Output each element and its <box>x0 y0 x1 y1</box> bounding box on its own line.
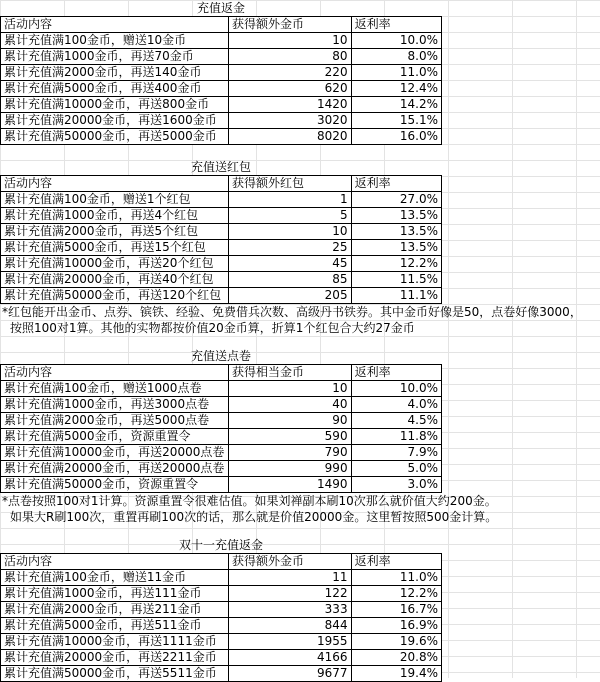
activity-cell[interactable]: 累计充值满10000金币，再送20000点卷 <box>1 445 229 461</box>
activity-cell[interactable]: 累计充值满50000金币，再送5000金币 <box>1 129 229 145</box>
table-row <box>1 429 442 445</box>
recharge-gold-rebate-table <box>0 16 442 145</box>
table-row <box>1 65 442 81</box>
header-row <box>1 365 442 381</box>
header-row <box>1 176 442 192</box>
amount-cell[interactable]: 1 <box>229 192 352 208</box>
section-title[interactable]: 充值返金 <box>196 1 245 15</box>
column-header-cell[interactable]: 活动内容 <box>1 17 229 33</box>
rate-cell[interactable]: 11.8% <box>351 429 441 445</box>
activity-cell[interactable]: 累计充值满5000金币，再送15个红包 <box>1 240 229 256</box>
rate-cell[interactable]: 19.6% <box>351 634 441 650</box>
table-row <box>1 49 442 65</box>
rate-cell[interactable]: 14.2% <box>351 97 441 113</box>
rate-cell[interactable]: 5.0% <box>351 461 441 477</box>
table-row <box>1 634 442 650</box>
activity-cell[interactable]: 累计充值满20000金币，再送40个红包 <box>1 272 229 288</box>
amount-cell[interactable]: 5 <box>229 208 352 224</box>
rate-cell[interactable]: 10.0% <box>351 381 441 397</box>
amount-cell[interactable]: 205 <box>229 288 352 304</box>
activity-cell[interactable]: 累计充值满20000金币，再送20000点卷 <box>1 461 229 477</box>
activity-cell[interactable]: 累计充值满20000金币，再送2211金币 <box>1 650 229 666</box>
rate-cell[interactable]: 27.0% <box>351 192 441 208</box>
column-header-cell[interactable]: 返利率 <box>351 17 441 33</box>
amount-cell[interactable]: 990 <box>229 461 352 477</box>
column-header-cell[interactable]: 获得额外金币 <box>229 554 352 570</box>
amount-cell[interactable]: 4166 <box>229 650 352 666</box>
footnote-cell[interactable]: 按照100对1算。其他的实物都按价值20金币算，折算1个红包合大约27金币 <box>10 321 415 335</box>
activity-cell[interactable]: 累计充值满50000金币，再送120个红包 <box>1 288 229 304</box>
activity-cell[interactable]: 累计充值满100金币，赠送1000点卷 <box>1 381 229 397</box>
table-row <box>1 477 442 493</box>
amount-cell[interactable]: 10 <box>229 33 352 49</box>
amount-cell[interactable]: 90 <box>229 413 352 429</box>
rate-cell[interactable]: 11.5% <box>351 272 441 288</box>
table-row <box>1 397 442 413</box>
amount-cell[interactable]: 790 <box>229 445 352 461</box>
amount-cell[interactable]: 122 <box>229 586 352 602</box>
activity-cell[interactable]: 累计充值满10000金币，再送1111金币 <box>1 634 229 650</box>
rate-cell[interactable]: 7.9% <box>351 445 441 461</box>
rate-cell[interactable]: 3.0% <box>351 477 441 493</box>
table-row <box>1 81 442 97</box>
recharge-red-packet-table <box>0 175 442 304</box>
footnote-cell[interactable]: *点卷按照100对1计算。资源重置令很难估值。如果刘禅副本刷10次那么就价值大约200金。 <box>2 494 497 508</box>
amount-cell[interactable]: 40 <box>229 397 352 413</box>
double-eleven-rebate-section <box>0 537 600 682</box>
table-row <box>1 461 442 477</box>
table-row <box>1 113 442 129</box>
table-row <box>1 33 442 49</box>
rate-cell[interactable]: 10.0% <box>351 33 441 49</box>
table-row <box>1 208 442 224</box>
table-row <box>1 256 442 272</box>
table-row <box>1 288 442 304</box>
double-eleven-rebate-table <box>0 553 442 682</box>
table-row <box>1 586 442 602</box>
rate-cell[interactable]: 13.5% <box>351 224 441 240</box>
header-row <box>1 17 442 33</box>
table-row <box>1 413 442 429</box>
rate-cell[interactable]: 16.0% <box>351 129 441 145</box>
section-title[interactable]: 充值送点卷 <box>190 349 251 363</box>
activity-cell[interactable]: 累计充值满5000金币，资源重置令 <box>1 429 229 445</box>
table-row <box>1 129 442 145</box>
table-row <box>1 602 442 618</box>
activity-cell[interactable]: 累计充值满100金币，赠送1个红包 <box>1 192 229 208</box>
amount-cell[interactable]: 590 <box>229 429 352 445</box>
column-header-cell[interactable]: 活动内容 <box>1 554 229 570</box>
section-title[interactable]: 双十一充值返金 <box>178 538 263 552</box>
rate-cell[interactable]: 16.7% <box>351 602 441 618</box>
activity-cell[interactable]: 累计充值满5000金币，再送400金币 <box>1 81 229 97</box>
rate-cell[interactable]: 15.1% <box>351 113 441 129</box>
table-row <box>1 240 442 256</box>
rate-cell[interactable]: 16.9% <box>351 618 441 634</box>
rate-cell[interactable]: 12.2% <box>351 586 441 602</box>
section-title[interactable]: 充值送红包 <box>190 160 251 174</box>
column-header-cell[interactable]: 返利率 <box>351 365 441 381</box>
recharge-red-packet-section <box>0 159 600 336</box>
amount-cell[interactable]: 1420 <box>229 97 352 113</box>
column-header-cell[interactable]: 返利率 <box>351 554 441 570</box>
activity-cell[interactable]: 累计充值满50000金币，资源重置令 <box>1 477 229 493</box>
rate-cell[interactable]: 4.0% <box>351 397 441 413</box>
activity-cell[interactable]: 累计充值满2000金币，再送140金币 <box>1 65 229 81</box>
amount-cell[interactable]: 11 <box>229 570 352 586</box>
activity-cell[interactable]: 累计充值满5000金币，再送511金币 <box>1 618 229 634</box>
rate-cell[interactable]: 8.0% <box>351 49 441 65</box>
amount-cell[interactable]: 85 <box>229 272 352 288</box>
rate-cell[interactable]: 13.5% <box>351 208 441 224</box>
table-row <box>1 445 442 461</box>
rate-cell[interactable]: 19.4% <box>351 666 441 682</box>
amount-cell[interactable]: 45 <box>229 256 352 272</box>
amount-cell[interactable]: 9677 <box>229 666 352 682</box>
column-header-cell[interactable]: 获得额外红包 <box>229 176 352 192</box>
amount-cell[interactable]: 1955 <box>229 634 352 650</box>
table-row <box>1 618 442 634</box>
rate-cell[interactable]: 20.8% <box>351 650 441 666</box>
activity-cell[interactable]: 累计充值满2000金币，再送211金币 <box>1 602 229 618</box>
activity-cell[interactable]: 累计充值满1000金币，再送70金币 <box>1 49 229 65</box>
activity-cell[interactable]: 累计充值满100金币，赠送10金币 <box>1 33 229 49</box>
table-row <box>1 666 442 682</box>
amount-cell[interactable]: 25 <box>229 240 352 256</box>
recharge-gold-rebate-section <box>0 0 600 145</box>
activity-cell[interactable]: 累计充值满20000金币，再送1600金币 <box>1 113 229 129</box>
rate-cell[interactable]: 11.0% <box>351 570 441 586</box>
table-row <box>1 272 442 288</box>
recharge-points-section <box>0 348 600 525</box>
amount-cell[interactable]: 10 <box>229 381 352 397</box>
activity-cell[interactable]: 累计充值满2000金币，再送5个红包 <box>1 224 229 240</box>
activity-cell[interactable]: 累计充值满2000金币，再送5000点卷 <box>1 413 229 429</box>
column-header-cell[interactable]: 获得额外金币 <box>229 17 352 33</box>
amount-cell[interactable]: 620 <box>229 81 352 97</box>
amount-cell[interactable]: 1490 <box>229 477 352 493</box>
activity-cell[interactable]: 累计充值满10000金币，再送20个红包 <box>1 256 229 272</box>
column-header-cell[interactable]: 活动内容 <box>1 365 229 381</box>
table-row <box>1 97 442 113</box>
table-row <box>1 570 442 586</box>
activity-cell[interactable]: 累计充值满1000金币，再送111金币 <box>1 586 229 602</box>
footnote-cell[interactable]: *红包能开出金币、点券、镔铁、经验、免费借兵次数、高级丹书铁券。其中金币好像是50，点卷好像3000， <box>2 305 582 319</box>
activity-cell[interactable]: 累计充值满100金币，赠送11金币 <box>1 570 229 586</box>
table-row <box>1 224 442 240</box>
activity-cell[interactable]: 累计充值满10000金币，再送800金币 <box>1 97 229 113</box>
amount-cell[interactable]: 844 <box>229 618 352 634</box>
amount-cell[interactable]: 220 <box>229 65 352 81</box>
recharge-points-table <box>0 364 442 493</box>
amount-cell[interactable]: 3020 <box>229 113 352 129</box>
amount-cell[interactable]: 8020 <box>229 129 352 145</box>
amount-cell[interactable]: 10 <box>229 224 352 240</box>
activity-cell[interactable]: 累计充值满50000金币，再送5511金币 <box>1 666 229 682</box>
activity-cell[interactable]: 累计充值满1000金币，再送3000点卷 <box>1 397 229 413</box>
rate-cell[interactable]: 11.0% <box>351 65 441 81</box>
table-row <box>1 192 442 208</box>
rate-cell[interactable]: 12.4% <box>351 81 441 97</box>
column-header-cell[interactable]: 获得相当金币 <box>229 365 352 381</box>
rate-cell[interactable]: 4.5% <box>351 413 441 429</box>
rate-cell[interactable]: 12.2% <box>351 256 441 272</box>
footnote-cell[interactable]: 如果大R刷100次，重置再刷100次的话，那么就是价值20000金。这里暂按照500金计算。 <box>10 510 498 524</box>
amount-cell[interactable]: 333 <box>229 602 352 618</box>
amount-cell[interactable]: 80 <box>229 49 352 65</box>
column-header-cell[interactable]: 返利率 <box>351 176 441 192</box>
column-header-cell[interactable]: 活动内容 <box>1 176 229 192</box>
activity-cell[interactable]: 累计充值满1000金币，再送4个红包 <box>1 208 229 224</box>
table-row <box>1 650 442 666</box>
rate-cell[interactable]: 11.1% <box>351 288 441 304</box>
table-row <box>1 381 442 397</box>
header-row <box>1 554 442 570</box>
rate-cell[interactable]: 13.5% <box>351 240 441 256</box>
